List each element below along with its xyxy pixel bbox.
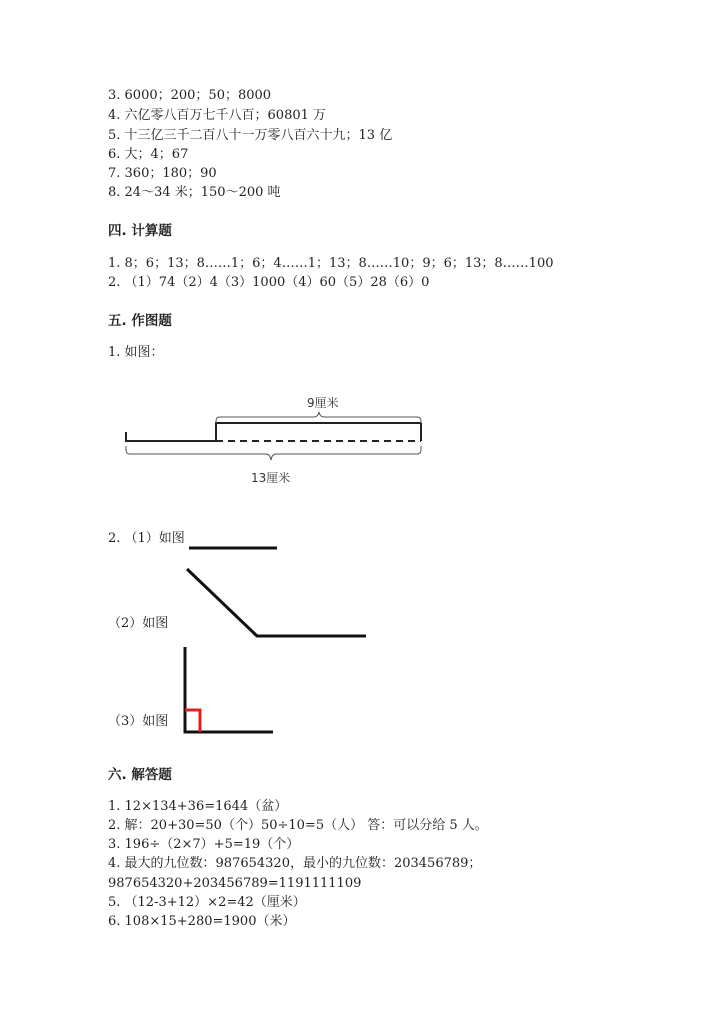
answer-line: 1. 12×134+36=1644（盆） [108, 799, 288, 814]
segment-diagram [126, 395, 421, 485]
figure-label: （3）如图 [108, 714, 169, 729]
figure-label: （2）如图 [108, 616, 169, 631]
figure-label: 2. （1）如图 [108, 531, 185, 546]
right-angle [185, 647, 273, 732]
answer-line: 3. 6000；200；50；8000 [108, 88, 272, 103]
angled-line [187, 569, 366, 636]
solid-line-path [126, 423, 421, 441]
answer-line: 6. 大；4；67 [108, 147, 189, 162]
section-heading-drawing: 五. 作图题 [108, 313, 172, 329]
answer-line: 987654320+203456789=1191111109 [108, 876, 362, 891]
answer-line: 2. （1）74（2）4（3）1000（4）60（5）28（6）0 [108, 275, 430, 290]
top-length-label: 9厘米 [307, 396, 339, 410]
bottom-brace [126, 446, 421, 460]
answer-line: 7. 360；180；90 [108, 166, 217, 181]
answer-line: 4. 最大的九位数：987654320，最小的九位数：203456789； [108, 856, 482, 871]
section-heading-word-problems: 六. 解答题 [108, 767, 172, 783]
answer-line: 3. 196÷（2×7）+5=19（个） [108, 837, 300, 852]
right-angle-mark [185, 710, 200, 732]
answer-line: 6. 108×15+280=1900（米） [108, 914, 296, 929]
answer-line: 5. 十三亿三千二百八十一万零八百六十九；13 亿 [108, 128, 393, 143]
answer-line: 4. 六亿零八百万七千八百；60801 万 [108, 108, 327, 123]
answer-line: 5. （12-3+12）×2=42（厘米） [108, 895, 306, 910]
answer-line: 1. 8；6；13；8……1；6；4……1；13；8……10；9；6；13；8……100 [108, 256, 554, 271]
answer-line: 8. 24～34 米；150～200 吨 [108, 185, 281, 200]
bottom-length-label: 13厘米 [251, 471, 291, 485]
answer-line: 2. 解：20+30=50（个）50÷10=5（人） 答：可以分给 5 人。 [108, 818, 488, 833]
section-heading-calculation: 四. 计算题 [108, 223, 172, 239]
question-label: 1. 如图： [108, 345, 164, 360]
top-brace [216, 412, 421, 423]
